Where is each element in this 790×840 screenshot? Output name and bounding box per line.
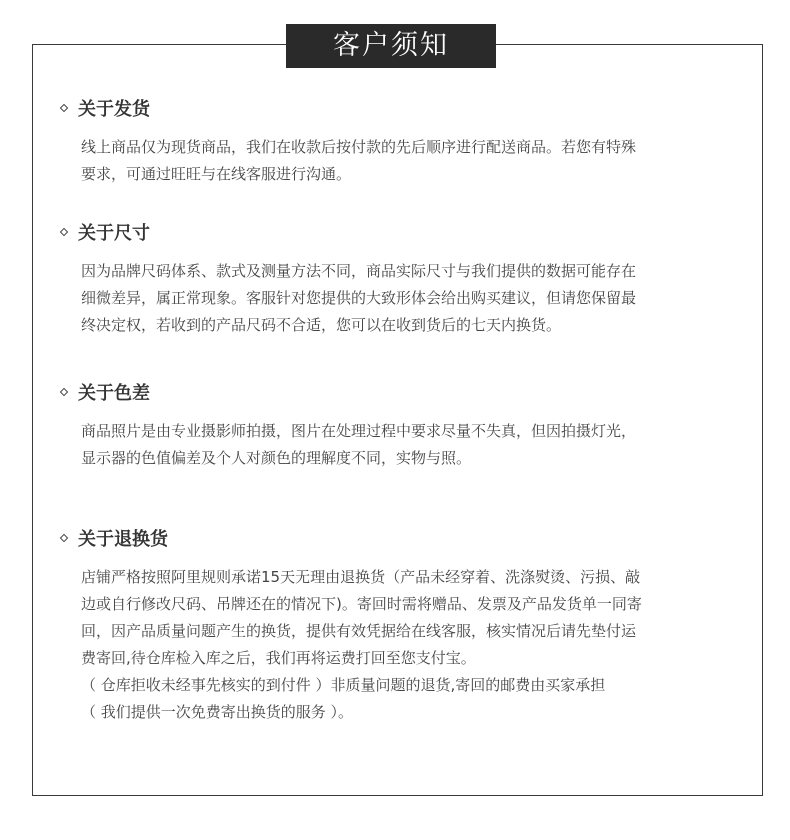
- section-body: [81, 418, 753, 472]
- body-line: 店铺严格按照阿里规则承诺15天无理由退换货（产品未经穿着、洗涤熨烫、污损、敲: [81, 568, 641, 586]
- body-line: 线上商品仅为现货商品，我们在收款后按付款的先后顺序进行配送商品。若您有特殊: [81, 138, 637, 156]
- section-heading: [60, 524, 750, 552]
- body-line: 细微差异，属正常现象。客服针对您提供的大致形体会给出购买建议，但请您保留最: [81, 289, 637, 307]
- body-line: 边或自行修改尺码、吊牌还在的情况下)。寄回时需将赠品、发票及产品发货单一同寄: [81, 595, 642, 613]
- section-heading-text: 关于尺寸: [78, 223, 150, 244]
- section-heading-text: 关于发货: [78, 99, 150, 120]
- body-line: 显示器的色值偏差及个人对颜色的理解度不同，实物与照。: [81, 449, 472, 467]
- page-title: 客户须知: [286, 24, 496, 68]
- diamond-bullet-icon: [60, 388, 68, 396]
- body-line: （ 我们提供一次免费寄出换货的服务 ）。: [81, 703, 354, 721]
- section-body: [81, 564, 753, 726]
- section-body: [81, 258, 753, 339]
- section-shipping: [60, 94, 750, 188]
- section-size: [60, 218, 750, 339]
- section-body: [81, 134, 753, 188]
- section-heading: [60, 94, 750, 122]
- diamond-bullet-icon: [60, 104, 68, 112]
- body-line: 商品照片是由专业摄影师拍摄，图片在处理过程中要求尽量不失真，但因拍摄灯光，: [81, 422, 637, 440]
- section-heading: [60, 378, 750, 406]
- section-heading-text: 关于退换货: [78, 529, 168, 550]
- section-heading: [60, 218, 750, 246]
- body-line: 回，因产品质量问题产生的换货，提供有效凭据给在线客服，核实情况后请先垫付运: [81, 622, 637, 640]
- body-line: 要求，可通过旺旺与在线客服进行沟通。: [81, 165, 352, 183]
- section-returns: [60, 524, 750, 726]
- body-line: 费寄回,待仓库检入库之后，我们再将运费打回至您支付宝。: [81, 649, 476, 667]
- body-line: 终决定权，若收到的产品尺码不合适，您可以在收到货后的七天内换货。: [81, 316, 562, 334]
- section-color-difference: [60, 378, 750, 472]
- diamond-bullet-icon: [60, 534, 68, 542]
- body-line: 因为品牌尺码体系、款式及测量方法不同，商品实际尺寸与我们提供的数据可能存在: [81, 262, 637, 280]
- body-line: （ 仓库拒收未经事先核实的到付件 ）非质量问题的退货,寄回的邮费由买家承担: [81, 676, 606, 694]
- diamond-bullet-icon: [60, 228, 68, 236]
- section-heading-text: 关于色差: [78, 383, 150, 404]
